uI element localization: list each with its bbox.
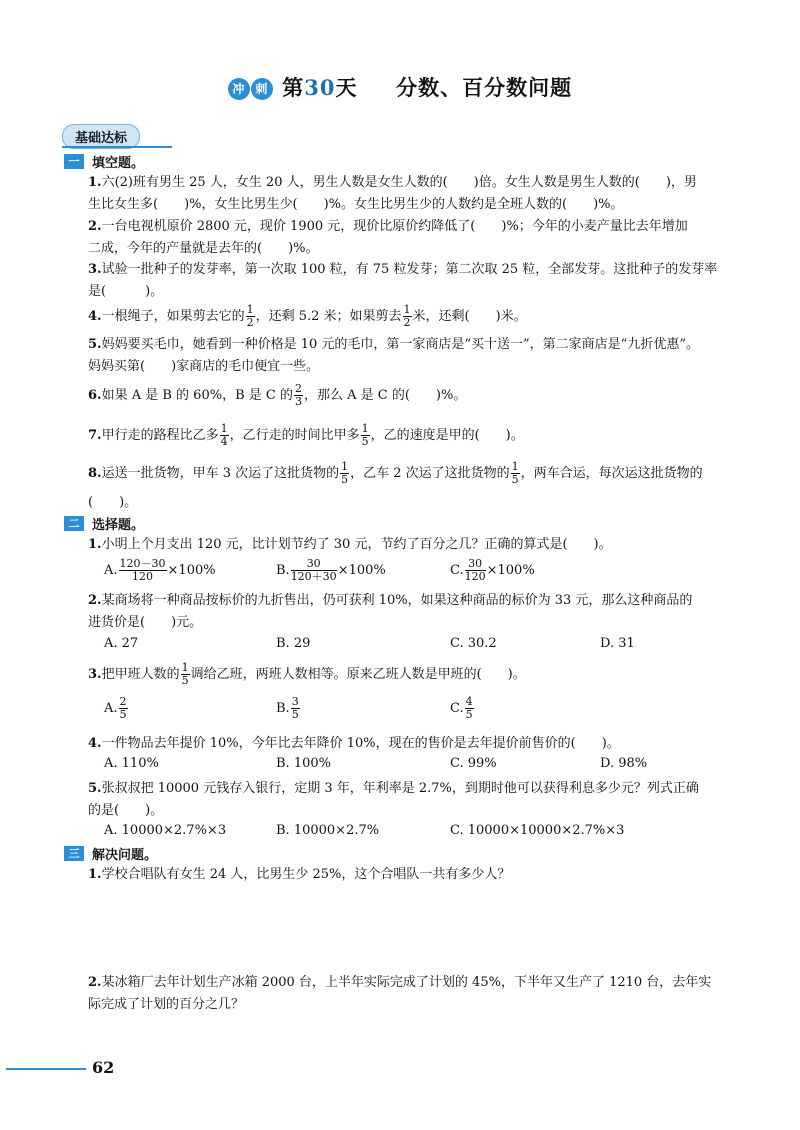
- choice-q4-option: D. 98%: [600, 756, 648, 771]
- fraction-two-thirds: $\frac{2}{3}$: [294, 382, 302, 408]
- choice-q1-option-b: B. $\frac{30}{120+30}$ ×100%: [276, 557, 386, 583]
- choice-q1: 1.小明上个月支出 120 元，比计划节约了 30 元，节约了百分之几？正确的算式是( )。: [88, 537, 612, 552]
- label-underline: [62, 146, 172, 148]
- section-title: 填空题。: [92, 156, 145, 171]
- choice-q3-option-a: A. $\frac{2}{5}$: [104, 695, 127, 721]
- fill-q5: 5.妈妈要买毛巾，她看到一种价格是 10 元的毛巾，第一家商店是“买十送一”，第二家商店是“九折优惠”。 妈妈买第( )家商店的毛巾便宜一些。: [88, 337, 699, 374]
- choice-q4: 4.一件物品去年提价 10%，今年比去年降价 10%，现在的售价是去年提价前售价的( )。: [88, 736, 620, 751]
- choice-q5: 5.张叔叔把 10000 元钱存入银行，定期 3 年，年利率是 2.7%，到期时他可以获得利息多少元？列式正确 的是( )。: [88, 781, 699, 818]
- section-solve: [64, 844, 157, 863]
- choice-q2-option: B. 29: [276, 636, 311, 651]
- basic-label: 基础达标: [62, 124, 140, 149]
- solve-q2: 2.某冰箱厂去年计划生产冰箱 2000 台，上半年实际完成了计划的 45%，下半年又生产了 1210 台，去年实 际完成了计划的百分之几？: [88, 975, 712, 1012]
- choice-q2-option: C. 30.2: [450, 636, 497, 651]
- footer-line: [6, 1068, 86, 1070]
- choice-q1-option-c: C. $\frac{30}{120}$ ×100%: [450, 557, 535, 583]
- choice-q2: 2.某商场将一种商品按标价的九折售出，仍可获利 10%，如果这种商品的标价为 33 元，那么这种商品的 进货价是( )元。: [88, 593, 693, 630]
- choice-q3-option-b: B. $\frac{3}{5}$: [276, 695, 299, 721]
- fill-q3: 3.试验一批种子的发芽率，第一次取 100 粒，有 75 粒发芽；第二次取 25 粒，全部发芽。这批种子的发芽率 是( )。: [88, 262, 718, 299]
- fill-q2: 2.一台电视机原价 2800 元，现价 1900 元，现价比原价约降低了( )%；今年的小麦产量比去年增加 二成，今年的产量就是去年的( )%。: [88, 219, 688, 256]
- section-title: 解决问题。: [92, 848, 158, 863]
- fraction-fifth: $\frac{1}{5}$: [361, 422, 369, 448]
- topic-title: 分数、百分数问题: [396, 76, 573, 100]
- choice-q3-option-c: C. $\frac{4}{5}$: [450, 695, 473, 721]
- fraction-fifth: $\frac{1}{5}$: [341, 460, 349, 486]
- fill-q6: 6.如果 A 是 B 的 60%，B 是 C 的 $\frac{2}{3}$ ，那么 A 是 C 的( )%。: [88, 382, 467, 408]
- section-number: 一: [64, 154, 84, 169]
- badge-ci: 刺: [251, 78, 273, 100]
- section-number: 三: [64, 846, 84, 861]
- choice-q4-option: B. 100%: [276, 756, 331, 771]
- fraction-quarter: $\frac{1}{4}$: [220, 422, 228, 448]
- badge-chong: 冲: [228, 78, 250, 100]
- choice-q2-option: A. 27: [104, 636, 139, 651]
- fraction-half: $\frac{1}{2}$: [246, 303, 254, 329]
- fill-q4: 4.一根绳子，如果剪去它的 $\frac{1}{2}$ ，还剩 5.2 米；如果剪去 $\frac{1}{2}$ 米，还剩( )米。: [88, 303, 527, 329]
- section-fill: [64, 152, 144, 171]
- choice-q5-option: C. 10000×10000×2.7%×3: [450, 823, 625, 838]
- choice-q1-option-a: A. $\frac{120-30}{120}$ ×100%: [104, 557, 216, 583]
- solve-q1: 1.学校合唱队有女生 24 人，比男生少 25%，这个合唱队一共有多少人？: [88, 867, 511, 882]
- fill-q8: 8.运送一批货物，甲车 3 次运了这批货物的 $\frac{1}{5}$ ，乙车 2 次运了这批货物的 $\frac{1}{5}$ ，两车合运，每次运这批货物的 ( )。: [88, 460, 703, 510]
- choice-q5-option: A. 10000×2.7%×3: [104, 823, 227, 838]
- fraction-fifth: $\frac{1}{5}$: [511, 460, 519, 486]
- fraction-fifth: $\frac{1}{5}$: [181, 661, 189, 687]
- choice-q2-option: D. 31: [600, 636, 635, 651]
- page-number: 62: [92, 1058, 115, 1077]
- day-suffix: 天: [335, 76, 358, 100]
- section-choice: [64, 514, 144, 533]
- choice-q4-option: C. 99%: [450, 756, 497, 771]
- day-prefix: 第: [282, 76, 305, 100]
- fraction-half: $\frac{1}{2}$: [403, 303, 411, 329]
- section-number: 二: [64, 516, 84, 531]
- choice-q4-option: A. 110%: [104, 756, 159, 771]
- day-number: 30: [304, 75, 336, 100]
- section-title: 选择题。: [92, 518, 145, 533]
- page-title: [0, 72, 800, 102]
- choice-q3: 3.把甲班人数的 $\frac{1}{5}$ 调给乙班，两班人数相等。原来乙班人数是甲班的( )。: [88, 661, 526, 687]
- choice-q5-option: B. 10000×2.7%: [276, 823, 380, 838]
- fill-q7: 7.甲行走的路程比乙多 $\frac{1}{4}$ ，乙行走的时间比甲多 $\frac{1}{5}$ ，乙的速度是甲的( )。: [88, 422, 524, 448]
- fill-q1: 1.六(2)班有男生 25 人，女生 20 人，男生人数是女生人数的( )倍。女生人数是男生人数的( )，男 生比女生多( )%，女生比男生少( )%。女生比男生少的人数约是全班人数的( )%。: [88, 175, 697, 212]
